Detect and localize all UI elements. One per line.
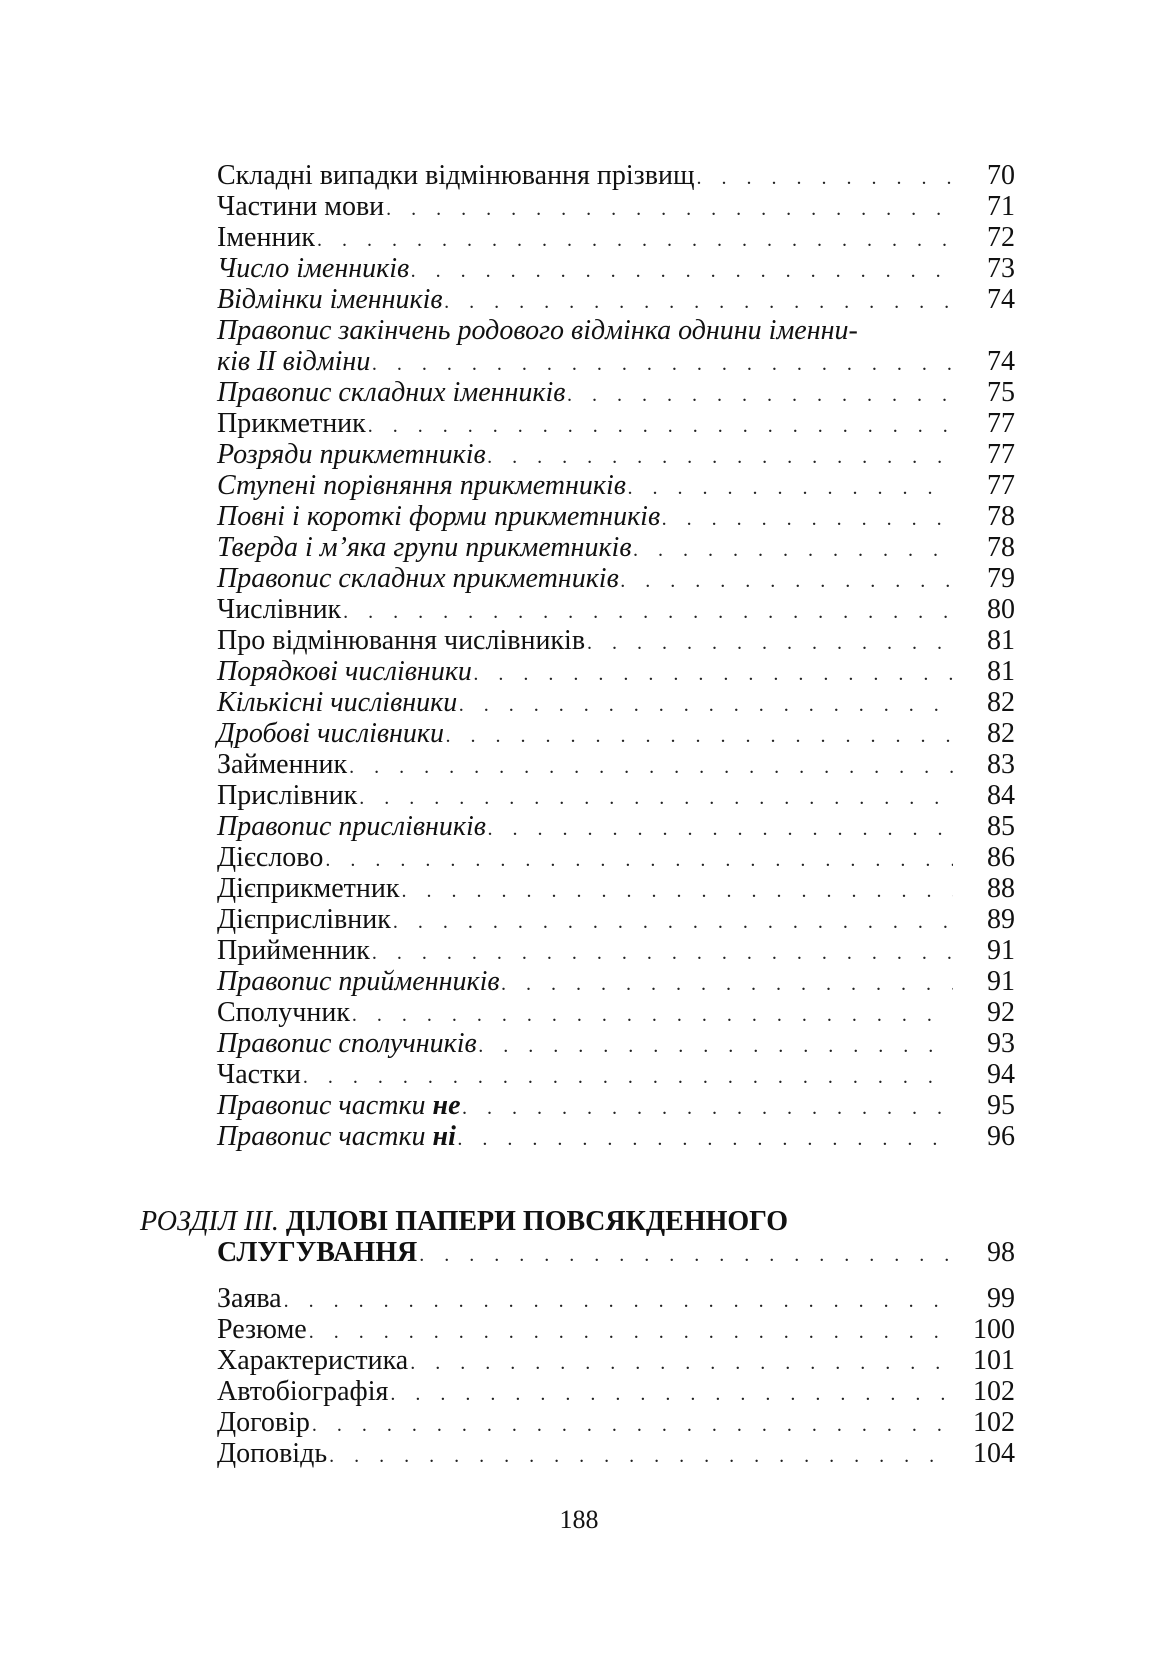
emphasis-word: ні (432, 1121, 456, 1152)
dot-leader (587, 628, 953, 659)
toc-entry-page: 91 (987, 966, 1015, 997)
toc-entry[interactable] (217, 1376, 1015, 1407)
dot-leader (502, 969, 953, 1000)
toc-entry[interactable] (217, 1407, 1015, 1438)
toc-entry-title: Правопис складних прикметників (217, 563, 619, 594)
dot-leader (329, 1441, 953, 1472)
toc-entry-title: Розряди прикметників (217, 439, 486, 470)
toc-entry-title: Числівник (217, 594, 342, 625)
dot-leader (349, 752, 953, 783)
dot-leader (488, 442, 953, 473)
toc-entry-page: 80 (987, 594, 1015, 625)
toc-entry-title: Число іменників (217, 253, 410, 284)
dot-leader (401, 876, 953, 907)
toc-entry[interactable] (217, 1314, 1015, 1345)
dot-leader (372, 349, 953, 380)
dot-leader (317, 225, 953, 256)
toc-entry[interactable] (217, 408, 1015, 439)
toc-entry-page: 78 (987, 532, 1015, 563)
toc-entry-title: Автобіографія (217, 1376, 389, 1407)
toc-entry-title: Правопис частки не (217, 1090, 461, 1121)
dot-leader (312, 1410, 953, 1441)
toc-entry-page: 82 (987, 687, 1015, 718)
dot-leader (352, 1000, 953, 1031)
dot-leader (488, 814, 953, 845)
dot-leader (479, 1031, 953, 1062)
dot-leader (343, 597, 953, 628)
toc-entry-page: 73 (987, 253, 1015, 284)
dot-leader (633, 535, 953, 566)
toc-entry[interactable] (217, 625, 1015, 656)
toc-entry-page: 92 (987, 997, 1015, 1028)
toc-entry-title: Заява (217, 1283, 282, 1314)
toc-entry-title: Прийменник (217, 935, 370, 966)
toc-entry[interactable] (217, 1028, 1015, 1059)
toc-entry-page: 102 (973, 1407, 1015, 1438)
dot-leader (445, 287, 953, 318)
section-title-line2 (217, 1237, 1015, 1268)
toc-entry-page: 77 (987, 470, 1015, 501)
dot-leader (697, 163, 953, 194)
toc-entry-title: Відмінки іменників (217, 284, 443, 315)
toc-entry-title: Повні і короткі форми прикметників (217, 501, 661, 532)
toc-entry[interactable] (217, 191, 1015, 222)
section-entries (217, 1283, 1015, 1469)
toc-entry-page: 77 (987, 408, 1015, 439)
section-heading[interactable] (140, 1206, 1015, 1268)
dot-leader (393, 907, 953, 938)
toc-entry-title: Характеристика (217, 1345, 409, 1376)
toc-entry-title: Дієслово (217, 842, 324, 873)
dot-leader (386, 194, 953, 225)
toc-entry[interactable] (217, 501, 1015, 532)
toc-entry-page: 74 (987, 346, 1015, 377)
toc-entry-title: Порядкові числівники (217, 656, 472, 687)
dot-leader (410, 1348, 953, 1379)
dot-leader (325, 845, 953, 876)
toc-entry[interactable] (217, 594, 1015, 625)
toc-entry[interactable] (217, 749, 1015, 780)
dot-leader (303, 1062, 953, 1093)
toc-entry[interactable] (217, 532, 1015, 563)
section-page: 98 (987, 1237, 1015, 1268)
page-number: 188 (559, 1505, 599, 1534)
table-of-contents (217, 160, 1015, 1152)
toc-entry-page: 93 (987, 1028, 1015, 1059)
dot-leader (284, 1286, 953, 1317)
toc-entry[interactable] (217, 377, 1015, 408)
toc-entry[interactable] (217, 842, 1015, 873)
toc-entry-title: Дробові числівники (217, 718, 445, 749)
toc-entry[interactable] (217, 656, 1015, 687)
toc-entry[interactable] (217, 1283, 1015, 1314)
toc-entry[interactable] (217, 346, 1015, 377)
toc-entry-title: Правопис частки ні (217, 1121, 456, 1152)
toc-entry[interactable] (217, 687, 1015, 718)
toc-entry[interactable] (217, 284, 1015, 315)
dot-leader (567, 380, 953, 411)
dot-leader (474, 659, 953, 690)
toc-entry-title: Правопис прийменників (217, 966, 500, 997)
toc-entry[interactable] (217, 1438, 1015, 1469)
toc-entry-page: 89 (987, 904, 1015, 935)
emphasis-word: не (432, 1090, 461, 1121)
toc-entry-title: Кількісні числівники (217, 687, 458, 718)
toc-entry[interactable] (217, 222, 1015, 253)
toc-entry-title: Договір (217, 1407, 310, 1438)
toc-entry-page: 96 (987, 1121, 1015, 1152)
toc-entry-title: Ступені порівняння прикметників (217, 470, 626, 501)
dot-leader (368, 411, 953, 442)
toc-entry-page: 99 (987, 1283, 1015, 1314)
dot-leader (372, 938, 953, 969)
toc-entry-page: 91 (987, 935, 1015, 966)
toc-entry-title: Сполучник (217, 997, 350, 1028)
toc-entry-title: Резюме (217, 1314, 307, 1345)
toc-entry-title: Про відмінювання числівників (217, 625, 586, 656)
dot-leader (458, 1124, 953, 1155)
toc-entry[interactable] (217, 811, 1015, 842)
toc-entry-page: 78 (987, 501, 1015, 532)
toc-entry-title: Правопис сполучників (217, 1028, 477, 1059)
toc-entry-page: 86 (987, 842, 1015, 873)
dot-leader (390, 1379, 953, 1410)
toc-entry[interactable] (217, 935, 1015, 966)
dot-leader (411, 256, 953, 287)
dot-leader (309, 1317, 953, 1348)
toc-entry-page: 102 (973, 1376, 1015, 1407)
toc-entry-page: 81 (987, 625, 1015, 656)
toc-entry-page: 75 (987, 377, 1015, 408)
toc-entry-page: 88 (987, 873, 1015, 904)
toc-entry-title: Частки (217, 1059, 301, 1090)
toc-entry-title: Прикметник (217, 408, 366, 439)
section-label: РОЗДІЛ ІІІ. (140, 1206, 279, 1237)
dot-leader (662, 504, 953, 535)
dot-leader (359, 783, 953, 814)
toc-entry-page: 79 (987, 563, 1015, 594)
toc-entry-page: 104 (973, 1438, 1015, 1469)
toc-entry[interactable] (217, 253, 1015, 284)
toc-entry-page: 85 (987, 811, 1015, 842)
toc-entry-title-wrap: Правопис закінчень родового відмінка однини іменни- (217, 315, 858, 346)
toc-entry-page: 100 (973, 1314, 1015, 1345)
toc-entry-page: 81 (987, 656, 1015, 687)
toc-entry-page: 101 (973, 1345, 1015, 1376)
toc-entry[interactable] (217, 904, 1015, 935)
toc-entry-page: 72 (987, 222, 1015, 253)
toc-entry-title: Іменник (217, 222, 316, 253)
toc-entry[interactable] (217, 780, 1015, 811)
section-name: ДІЛОВІ ПАПЕРИ ПОВСЯКДЕННОГО (285, 1206, 789, 1237)
toc-entry-title: Дієприкметник (217, 873, 400, 904)
toc-entry-page: 95 (987, 1090, 1015, 1121)
toc-entry-title: Частини мови (217, 191, 385, 222)
section-name-cont: СЛУГУВАННЯ (217, 1237, 418, 1268)
toc-entry[interactable] (217, 160, 1015, 191)
toc-entry-page: 94 (987, 1059, 1015, 1090)
dot-leader (463, 1093, 953, 1124)
toc-entry-title: Дієприслівник (217, 904, 391, 935)
toc-entry[interactable] (217, 966, 1015, 997)
toc-entry[interactable] (217, 470, 1015, 501)
toc-entry-page: 74 (987, 284, 1015, 315)
dot-leader (621, 566, 953, 597)
toc-entry[interactable] (217, 1059, 1015, 1090)
dot-leader (419, 1240, 953, 1271)
toc-entry[interactable] (217, 1345, 1015, 1376)
toc-entry-title: ків ІІ відміни (217, 346, 371, 377)
toc-entry-page: 82 (987, 718, 1015, 749)
toc-entry-title: Прислівник (217, 780, 358, 811)
toc-entry-page: 84 (987, 780, 1015, 811)
toc-entry-page: 71 (987, 191, 1015, 222)
toc-entry[interactable] (217, 439, 1015, 470)
toc-entry-title: Правопис прислівників (217, 811, 486, 842)
toc-entry[interactable] (217, 997, 1015, 1028)
toc-entry-page: 77 (987, 439, 1015, 470)
dot-leader (459, 690, 953, 721)
toc-entry-page: 70 (987, 160, 1015, 191)
toc-entry[interactable] (217, 563, 1015, 594)
toc-entry-title: Доповідь (217, 1438, 328, 1469)
dot-leader (628, 473, 953, 504)
toc-entry[interactable] (217, 1090, 1015, 1121)
toc-entry-page: 83 (987, 749, 1015, 780)
dot-leader (446, 721, 953, 752)
toc-entry-title: Займенник (217, 749, 348, 780)
toc-entry-title: Тверда і м’яка групи прикметників (217, 532, 632, 563)
toc-entry-title: Правопис складних іменників (217, 377, 566, 408)
toc-entry[interactable] (217, 1121, 1015, 1152)
toc-entry[interactable] (217, 873, 1015, 904)
section-title-line1 (140, 1206, 1015, 1237)
toc-entry-title: Складні випадки відмінювання прізвищ (217, 160, 695, 191)
toc-entry[interactable] (217, 718, 1015, 749)
